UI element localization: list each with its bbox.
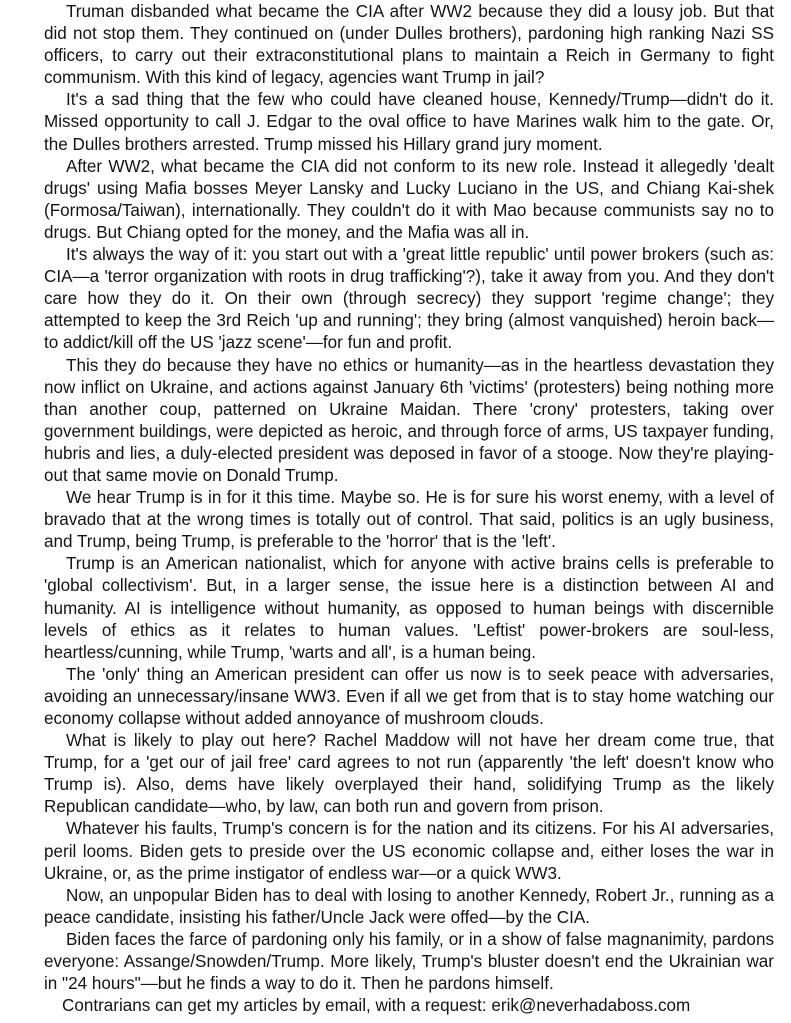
paragraph-7: Trump is an American nationalist, which for anyone with active brains cells is preferable to 'global collectivism'. But, in a larger sense, the issue here is a distinction between AI and humanity. AI is intelligence without humanity, as opposed to human beings with discernible levels of ethics as it relates to human values. 'Leftist' power-brokers are soul-less, heartless/cunning, while Trump, 'warts and all', is a human being. xyxy=(44,554,774,662)
paragraph-3: After WW2, what became the CIA did not conform to its new role. Instead it allegedly 'dealt drugs' using Mafia bosses Meyer Lansky and Lucky Luciano in the US, and Chiang Kai-shek (Formosa/Taiwan), internationally. They couldn't do it with Mao because communists say no to drugs. But Chiang opted for the money, and the Mafia was all in. xyxy=(44,156,774,242)
article-page xyxy=(44,1,774,1017)
contact-line: Contrarians can get my articles by email, with a request: erik@neverhadaboss.com xyxy=(62,996,691,1016)
paragraph-2: It's a sad thing that the few who could have cleaned house, Kennedy/Trump—didn't do it. Missed opportunity to call J. Edgar to the oval office to have Marines walk him to the gate. Or, the Dulles brothers arrested. Trump missed his Hillary grand jury moment. xyxy=(44,90,774,154)
paragraph-5: This they do because they have no ethics or humanity—as in the heartless devastation they now inflict on Ukraine, and actions against January 6th 'victims' (protesters) being nothing more than another coup, patterned on Ukraine Maidan. There 'crony' protesters, taking over government buildings, were depicted as heroic, and through force of arms, US taxpayer funding, hubris and lies, a duly-elected president was deposed in favor of a stooge. Now they're playing-out that same movie on Donald Trump. xyxy=(44,355,774,485)
paragraph-12: Biden faces the farce of pardoning only his family, or in a show of false magnanimity, pardons everyone: Assange/Snowden/Trump. More likely, Trump's bluster doesn't end the Ukrainian war in "24 hours"—but he finds a way to do it. Then he pardons himself. xyxy=(44,929,774,994)
paragraph-1: Truman disbanded what became the CIA after WW2 because they did a lousy job. But that did not stop them. They continued on (under Dulles brothers), pardoning high ranking Nazi SS officers, to carry out their extraconstitutional plans to maintain a Reich in Germany to fight communism. With this kind of legacy, agencies want Trump in jail? xyxy=(44,2,774,88)
paragraph-10: Whatever his faults, Trump's concern is for the nation and its citizens. For his AI adversaries, peril looms. Biden gets to preside over the US economic collapse and, either loses the war in Ukraine, or, as the prime instigator of endless war—or a quick WW3. xyxy=(44,819,774,883)
paragraph-8: The 'only' thing an American president can offer us now is to seek peace with adversaries, avoiding an unnecessary/insane WW3. Even if all we get from that is to stay home watching our economy collapse without added annoyance of mushroom clouds. xyxy=(44,664,774,728)
paragraph-6: We hear Trump is in for it this time. Maybe so. He is for sure his worst enemy, with a level of bravado that at the wrong times is totally out of control. That said, politics is an ugly business, and Trump, being Trump, is preferable to the 'horror' that is the 'left'. xyxy=(44,488,774,552)
paragraph-4: It's always the way of it: you start out with a 'great little republic' until power brokers (such as: CIA—a 'terror organization with roots in drug trafficking'?), take it away from you. And they don't care how they do it. On their own (through secrecy) they support 'regime change'; they attempted to keep the 3rd Reich 'up and running'; they bring (almost vanquished) heroin back—to addict/kill off the US 'jazz scene'—for fun and profit. xyxy=(44,245,774,353)
paragraph-9: What is likely to play out here? Rachel Maddow will not have her dream come true, that Trump, for a 'get our of jail free' card agrees to not run (apparently 'the left' doesn't know who Trump is). Also, dems have likely overplayed their hand, solidifying Trump as the likely Republican candidate—who, by law, can both run and govern from prison. xyxy=(44,731,774,817)
paragraph-11: Now, an unpopular Biden has to deal with losing to another Kennedy, Robert Jr., running as a peace candidate, insisting his father/Uncle Jack were offed—by the CIA. xyxy=(44,885,774,927)
